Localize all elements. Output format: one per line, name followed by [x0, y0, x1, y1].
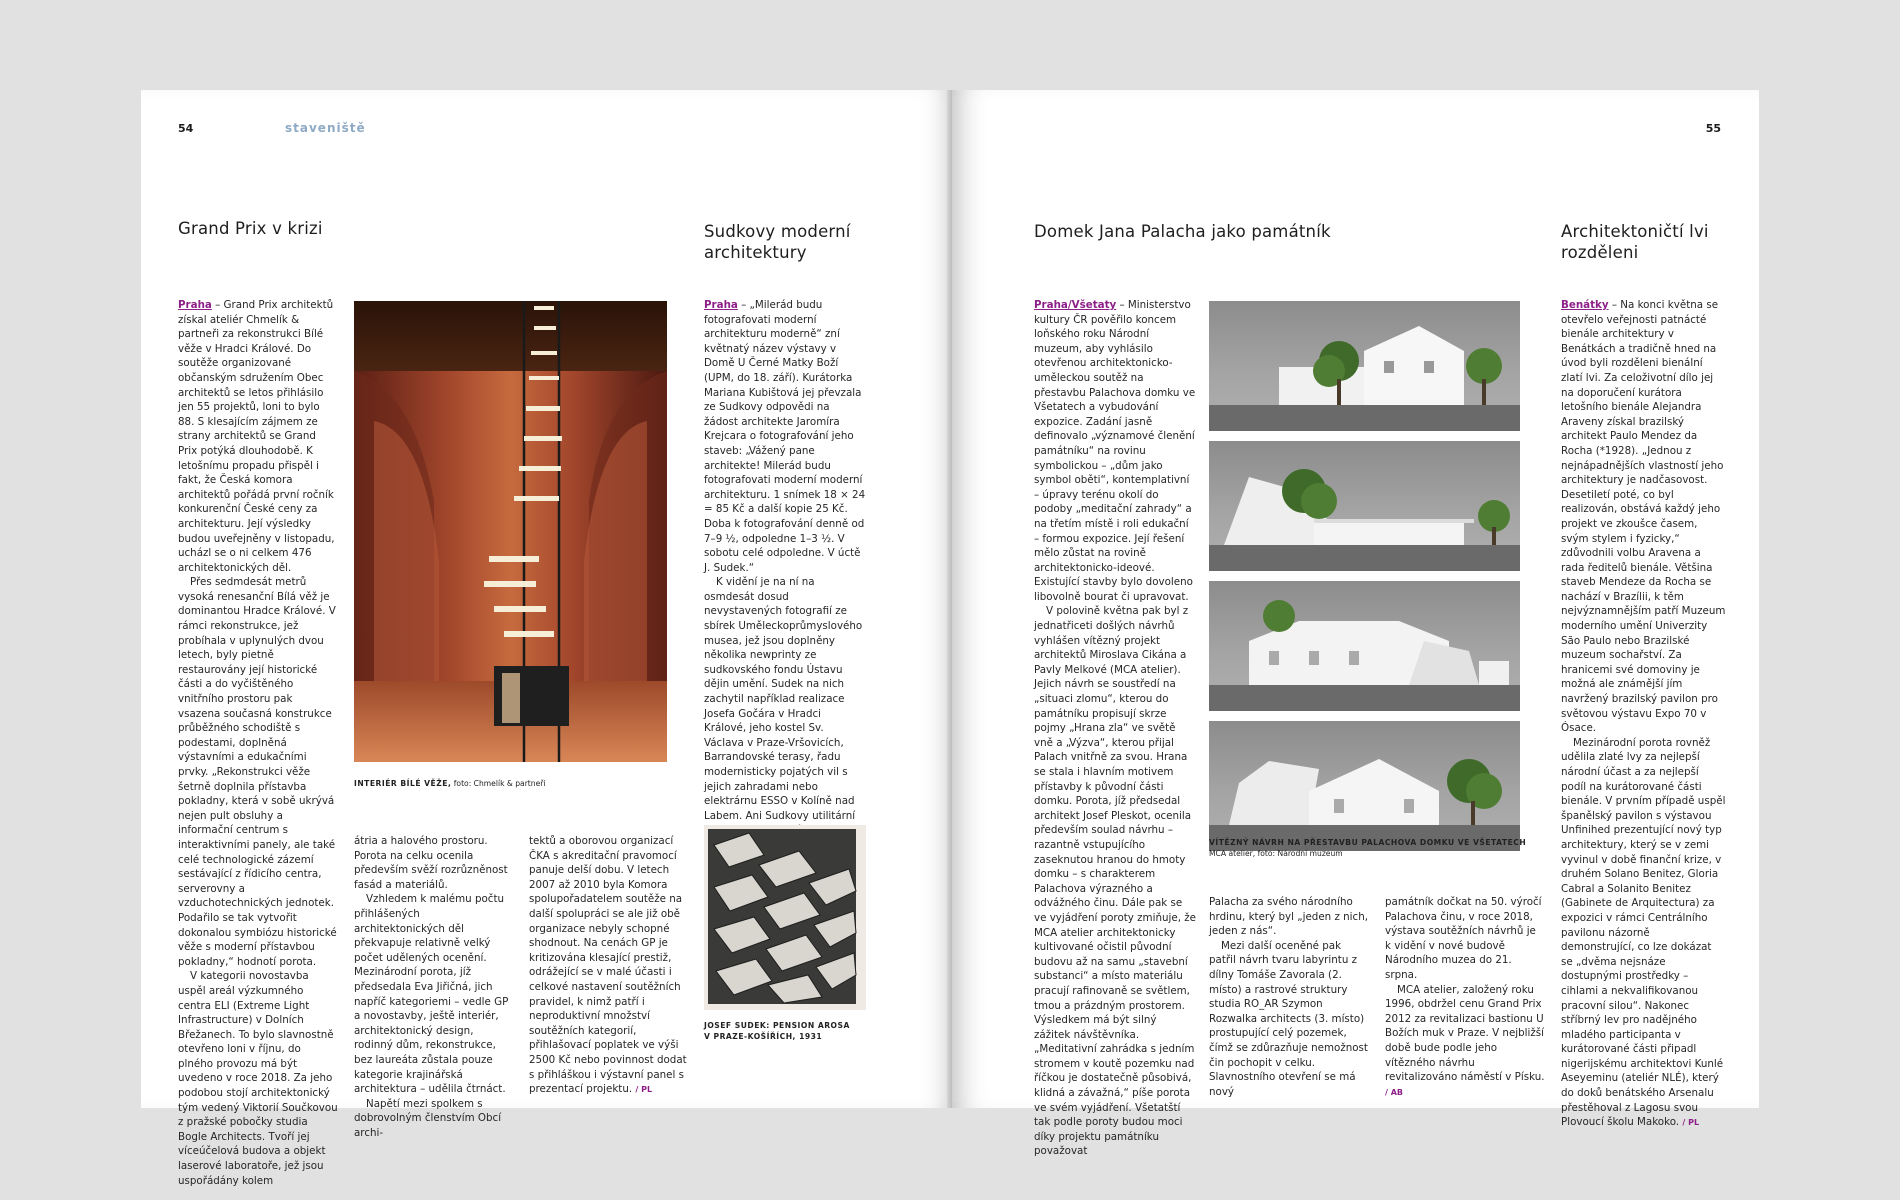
elevation-4 — [1209, 721, 1520, 851]
caption-line-1: JOSEF SUDEK: PENSION AROSA — [704, 1021, 850, 1030]
paragraph: – Grand Prix architektů získal ateliér Chmelík & partneři za rekonstrukci Bílé věže v Hradci Králové. Do soutěže organizované občanským sdružením Obec architektů se letos přihlásilo jen 55 projektů, loni to bylo 88. S klesajícím zájmem ze strany architektů se Grand Prix potýká dlouhodobě. K letošnímu propadu přispěl i fakt, že Česká komora architektů pořádá první ročník konkurenční České ceny za architekturu. Její výsledky budou uveřejněny v listopadu, ucházl se o ni celkem 476 architektonických děl. — [178, 299, 335, 574]
caption-line-2: V PRAZE-KOŠÍŘÍCH, 1931 — [704, 1032, 823, 1041]
caption-sudek — [704, 1020, 884, 1042]
article-grand-prix-column-1 — [178, 298, 338, 1187]
paragraph: Vzhledem k malému počtu přihlášených architektonických děl překvapuje relativně velký počet udělených ocenění. Mezinárodní porota, jíž předsedala Eva Jiřičná, jich napříč kategoriemi – vedle GP a novostavby, ještě interiér, architektonický design, rodinný dům, rekonstrukce, bez laureáta zůstala pouze kategorie krajinářská architektura – udělila čtrnáct. — [354, 893, 509, 1096]
paragraph: památník dočkat na 50. výročí Palachova činu, v roce 2018, výstava soutěžních návrhů je k vidění v nové budově Národního muzea do 21. srpna. — [1385, 896, 1542, 981]
elevation-drawing — [1209, 301, 1520, 431]
article-grand-prix-column-2 — [354, 834, 514, 1139]
caption-credit: MCA atelier, foto: Národní muzeum — [1209, 849, 1343, 858]
running-head: staveniště — [285, 121, 366, 135]
paragraph: MCA atelier, založený roku 1996, obdržel cenu Grand Prix 2012 za revitalizaci bastionu U Božích muk v Praze. V nejbližší době bude podle jeho vítězného návrhu revitalizováno náměstí v Písku. — [1385, 983, 1545, 1084]
left-page — [141, 90, 955, 1187]
paragraph: tektů a oborovou organizací ČKA s akreditační pravomocí panuje delší dobu. V letech 2007 až 2010 byla Komora spolupořadatelem soutěže na další spolupráci se ale již obě organizace nebyly schopné shodnout. Na cenách GP je kritizována klesající prestiž, odrážející se v malé účasti i celkové nastavení soutěžních pravidel, k nimž patří i neproduktivní množství soutěžních kategorií, přihlašovací poplatek ve výši 2500 Kč nebo povinnost dodat s přihláškou i výstavní panel s prezentací projektu. — [529, 835, 687, 1096]
paragraph: – Ministerstvo kultury ČR pověřilo koncem loňského roku Národní muzeum, aby vyhlásilo otevřenou architektonicko-uměleckou soutěž na přestavbu Palachova domku ve Všetatech a vybudování expozice. Zadání jasně definovalo „významové členění památníku“ na rovinu symbolickou – „dům jako symbol oběti“, kontemplativní – úpravy terénu okolí do podoby „meditační zahrady“ a na třetím místě i roli edukační – formou expozice. Její řešení mělo zůstat na rovině architektonicko-ideové. Existující stavby bylo dovoleno libovolně bourat či upravovat. — [1034, 299, 1196, 603]
place-tag-praha-2: Praha — [704, 299, 738, 311]
elevation-drawing — [1209, 581, 1520, 711]
page-number-left: 54 — [178, 122, 194, 135]
paragraph: Přes sedmdesát metrů vysoká renesanční Bílá věž je dominantou Hradce Králové. V rámci rekonstrukce, jež probíhala v uplynulých dvou letech, byly pietně restaurovány její historické části a do vyčištěného vnitřního prostoru pak vsazena současná konstrukce průběžného schodiště s podestami, doplněná výstavními a edukačními prvky. „Rekonstrukci věže šetrně doplnila přístavba pokladny, která v sobě ukrývá nejen pult obsluhy a informační centrum s interaktivními panely, ale také celé technologické zázemí sestávající z řídicího centra, serverovny a vzduchotechnických jednotek. Podařilo se tak vytvořit dokonalou symbiózu historické věže s moderní přístavbou pokladny,“ hodnotí porota. — [178, 576, 337, 968]
paragraph: K vidění je na ní na osmdesát dosud nevystavených fotografií ze sbírek Uměleckoprůmyslového musea, jež jsou doplněny několika newprinty ze sudkovského fondu Ústavu dějin umění. Sudek na nich zachytil například realizace Josefa Gočára v Hradci Králové, jeho kostel Sv. Václava v Praze-Vršovicích, Barrandovské terasy, řadu modernisticky pojatých vil s jejich zahradami nebo elektrárnu ESSO v Kolíně nad Labem. Ani Sudkovy utilitární — [704, 576, 863, 822]
place-tag-praha-vsetaty: Praha/Všetaty — [1034, 299, 1117, 311]
paragraph: Palacha za svého národního hrdinu, který byl „jeden z nich, jeden z nás“. — [1209, 896, 1368, 938]
paragraph: V polovině května pak byl z jednatřiceti došlých návrhů vyhlášen vítězný projekt architektů Miroslava Cikána a Pavly Melkové (MCA atelier). Jejich návrh se soustředí na „situaci zlomu“, kterou do památníku propisují skrze pojmy „Hrana zla“ ve světě vně a „Výzva“, kterou přijal Palach vnitřně za svou. Hrana se stala i hlavním motivem přístavby k původní části domku. Porota, jíž předsedal architekt Josef Pleskot, ocenila především soulad návrhu – razantně vstupujícího zaseknutou hranou do hmoty domku – s charakterem Palachova výrazného a odvážného činu. Dále pak se ve vyjádření poroty zmiňuje, že MCA atelier architektonicky kultivované očistil původní budovu až na samu „stavební substanci“ a místo materiálu pracují rafinovaně se světlem, tmou a prázdným prostorem. Výsledkem má být silný zážitek návštěvníka. „Meditativní zahrádka s jedním stromem v koutě pozemku nad říčkou je dostatečně působivá, klidná a závažná,“ píše porota ve svém vyjádření. Všetatští tak podle poroty budou moci díky projektu památníku považovat — [1034, 605, 1196, 1158]
paragraph: Mezi další oceněné pak patřil návrh tvaru labyrintu z dílny Tomáše Zavorala (2. místo) a rastrové struktury studia RO_AR Szymon Rozwalka architects (3. místo) prostupující celý pozemek, čímž se zdůrazňuje nemožnost čin pochopit v celku. Slavnostního otevření se má nový — [1209, 939, 1368, 1098]
article-palach-column-2 — [1209, 895, 1369, 1098]
elevation-3 — [1209, 581, 1520, 711]
article-palach-column-1 — [1034, 298, 1196, 1158]
caption-palach — [1209, 837, 1529, 859]
elevation-1 — [1209, 301, 1520, 431]
competition-elevations — [1209, 301, 1520, 904]
place-tag-benatky: Benátky — [1561, 299, 1609, 311]
article-palach-column-3 — [1385, 895, 1545, 1097]
paragraph: Mezinárodní porota rovněž udělila zlaté lvy za nejlepší národní účast a za nejlepší podíl na kurátorované části bienále. V prvním případě uspěl španělský pavilon s výstavou Unfinihed prezentující nový typ architektury, který se v zemi vyvinul v době finanční krize, v druhém Solano Benitez, Gloria Cabral a Solanito Benitez (Gabinete de Arquitectura) za expozici v rámci Centrálního pavilonu názorně demonstrující, co lze dokázat se „dvěma nejsnáze dostupnými prostředky – cihlami a nekvalifikovanou pracovní silou“. Nakonec stříbrný lev pro nadějného mladého participanta v kurátorované části připadl nigerijskému architektovi Kunlé Aseyeminu (ateliér NLÉ), který do doků benátského Arsenalu přestěhoval z Lagosu svou Plovoucí školu Makoko. — [1561, 736, 1726, 1129]
article-headline-grand-prix: Grand Prix v krizi — [178, 219, 323, 238]
author-signature: / AB — [1385, 1087, 1404, 1097]
paragraph: Napětí mezi spolkem s dobrovolným členstvím Obcí archi- — [354, 1097, 502, 1139]
caption-bold: VÍTĚZNÝ NÁVRH NA PŘESTAVBU PALACHOVA DOMKU VE VŠETATECH — [1209, 838, 1527, 847]
elevation-2 — [1209, 441, 1520, 571]
paragraph: – „Milerád budu fotografovati moderní architekturu moderně“ zní květnatý název výstavy v Domě U Černé Matky Boží (UPM, do 18. září). Kurátorka Mariana Kubištová jej převzala ze Sudkovy odpovědi na žádost architekte Jaromíra Krejcara o fotografování jeho staveb: „Vážený pane architekte! Milerád budu fotografovati moderní moderní architekturu. 1 snímek 18 × 24 = 85 Kč a další kopie 25 Kč. Doba k fotografování denně od 7–9 ½, odpoledne 1–3 ½. V sobotu celé odpoledne. V úctě J. Sudek.“ — [704, 299, 866, 574]
article-sudek-column — [704, 298, 866, 822]
article-grand-prix-column-3 — [529, 834, 689, 1096]
place-tag-praha: Praha — [178, 299, 212, 311]
right-page — [952, 90, 1759, 1158]
caption-white-tower — [354, 778, 674, 789]
photo-sudek-frame — [704, 825, 866, 1010]
paragraph: átria a halového prostoru. Porota na celku ocenila především svěží rozrůzněnost fasád a materiálů. — [354, 835, 508, 891]
photo-pension-arosa — [704, 825, 866, 1010]
photo-white-tower-interior — [354, 301, 667, 762]
article-lions-column — [1561, 298, 1726, 1129]
elevation-drawing — [1209, 721, 1520, 851]
article-headline-palach: Domek Jana Palacha jako památník — [1034, 222, 1331, 241]
paragraph: – Na konci května se otevřelo veřejnosti patnácté bienále architektury v Benátkách a tradičně hned na úvod byli rozděleni bienální zlatí lvi. Za celoživotní dílo jej na doporučení kurátora letošního bienále Alejandra Araveny získal brazilský architekt Paulo Mendez da Rocha (*1928). „Jednou z nejnápadnějších vlastností jeho architektury je nadčasovost. Desetiletí poté, co byl realizován, obstává každý jeho projekt ve zkoušce časem, svým stylem i fyzicky,“ zdůvodnili volbu Aravena a rada ředitelů bienále. Většina staveb Mendeze da Rocha se nachází v Brazílii, k těm nejvýznamnějším patří Muzeum moderního umění Univerzity São Paulo nebo Brazilské muzeum sochařství. Za hranicemi své domoviny je možná ale známější jím navržený brazilský pavilon pro světovou výstavu Expo 70 v Ósace. — [1561, 299, 1726, 735]
caption-bold: INTERIÉR BÍLÉ VĚŽE, — [354, 779, 452, 788]
page-number-right: 55 — [1705, 122, 1721, 135]
author-signature: / PL — [1682, 1118, 1700, 1128]
paragraph: V kategorii novostavba uspěl areál výzkumného centra ELI (Extreme Light Infrastructure) v Dolních Břežanech. To bylo slavnostně otevřeno loni v říjnu, do plného provozu má být uvedeno v roce 2018. Za jeho podobou stojí architektonický tým vedený Viktorií Součkovou z pražské pobočky studia Bogle Architects. Tvoří jej víceúčelová budova a objekt laserové laboratoře, jež jsou uspořádány kolem — [178, 970, 338, 1187]
article-headline-sudek: Sudkovy moderní architektury — [704, 222, 851, 262]
elevation-drawing — [1209, 441, 1520, 571]
author-signature: / PL — [635, 1085, 653, 1095]
staircase-image — [354, 301, 667, 762]
caption-credit: foto: Chmelík & partneři — [453, 779, 546, 788]
article-headline-lions: Architektoničtí lvi rozděleni — [1561, 222, 1709, 262]
